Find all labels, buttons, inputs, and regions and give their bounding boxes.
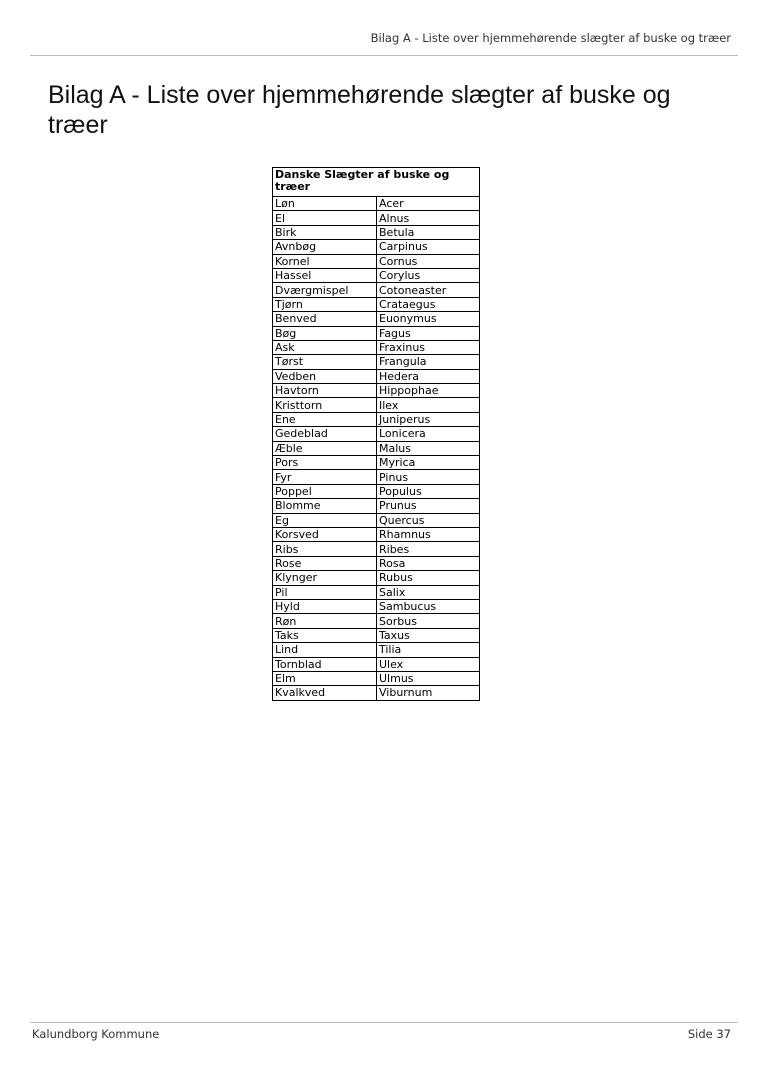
latin-name-cell: Sorbus xyxy=(377,614,480,628)
latin-name-cell: Fagus xyxy=(377,326,480,340)
danish-name-cell: Røn xyxy=(273,614,377,628)
danish-name-cell: Lind xyxy=(273,643,377,657)
danish-name-cell: El xyxy=(273,211,377,225)
table-row xyxy=(273,585,480,599)
latin-name-cell: Hedera xyxy=(377,369,480,383)
danish-name-cell: Tornblad xyxy=(273,657,377,671)
danish-name-cell: Havtorn xyxy=(273,384,377,398)
table-row xyxy=(273,283,480,297)
danish-name-cell: Bøg xyxy=(273,326,377,340)
genera-table xyxy=(272,167,480,701)
danish-name-cell: Ribs xyxy=(273,542,377,556)
latin-name-cell: Alnus xyxy=(377,211,480,225)
danish-name-cell: Eg xyxy=(273,513,377,527)
table-row xyxy=(273,599,480,613)
latin-name-cell: Prunus xyxy=(377,499,480,513)
latin-name-cell: Malus xyxy=(377,441,480,455)
danish-name-cell: Ask xyxy=(273,340,377,354)
table-row xyxy=(273,671,480,685)
table-body xyxy=(273,197,480,701)
table-header: Danske Slægter af buske og træer xyxy=(273,168,480,197)
latin-name-cell: Viburnum xyxy=(377,686,480,700)
latin-name-cell: Rhamnus xyxy=(377,527,480,541)
latin-name-cell: Lonicera xyxy=(377,427,480,441)
footer-page-number: Side 37 xyxy=(687,1027,731,1041)
danish-name-cell: Hassel xyxy=(273,268,377,282)
latin-name-cell: Acer xyxy=(377,197,480,211)
latin-name-cell: Carpinus xyxy=(377,240,480,254)
latin-name-cell: Cotoneaster xyxy=(377,283,480,297)
table-row xyxy=(273,312,480,326)
danish-name-cell: Benved xyxy=(273,312,377,326)
table-row xyxy=(273,427,480,441)
table-row xyxy=(273,197,480,211)
danish-name-cell: Kristtorn xyxy=(273,398,377,412)
latin-name-cell: Euonymus xyxy=(377,312,480,326)
danish-name-cell: Ene xyxy=(273,412,377,426)
latin-name-cell: Populus xyxy=(377,484,480,498)
latin-name-cell: Betula xyxy=(377,225,480,239)
danish-name-cell: Elm xyxy=(273,671,377,685)
danish-name-cell: Blomme xyxy=(273,499,377,513)
table-row xyxy=(273,470,480,484)
latin-name-cell: Frangula xyxy=(377,355,480,369)
latin-name-cell: Pinus xyxy=(377,470,480,484)
genera-table-container xyxy=(272,167,479,701)
danish-name-cell: Løn xyxy=(273,197,377,211)
latin-name-cell: Sambucus xyxy=(377,599,480,613)
table-row xyxy=(273,384,480,398)
running-header: Bilag A - Liste over hjemmehørende slægter af buske og træer xyxy=(370,31,731,45)
latin-name-cell: Ulex xyxy=(377,657,480,671)
latin-name-cell: Fraxinus xyxy=(377,340,480,354)
table-row xyxy=(273,542,480,556)
table-row xyxy=(273,240,480,254)
table-row xyxy=(273,614,480,628)
latin-name-cell: Crataegus xyxy=(377,297,480,311)
table-row xyxy=(273,499,480,513)
danish-name-cell: Gedeblad xyxy=(273,427,377,441)
table-row xyxy=(273,225,480,239)
danish-name-cell: Birk xyxy=(273,225,377,239)
latin-name-cell: Cornus xyxy=(377,254,480,268)
footer-divider xyxy=(30,1022,738,1023)
latin-name-cell: Ulmus xyxy=(377,671,480,685)
table-row xyxy=(273,686,480,700)
danish-name-cell: Æble xyxy=(273,441,377,455)
table-row xyxy=(273,326,480,340)
latin-name-cell: Hippophae xyxy=(377,384,480,398)
latin-name-cell: Taxus xyxy=(377,628,480,642)
danish-name-cell: Fyr xyxy=(273,470,377,484)
danish-name-cell: Hyld xyxy=(273,599,377,613)
latin-name-cell: Ribes xyxy=(377,542,480,556)
latin-name-cell: Rubus xyxy=(377,571,480,585)
danish-name-cell: Pil xyxy=(273,585,377,599)
danish-name-cell: Tørst xyxy=(273,355,377,369)
header-divider xyxy=(30,55,738,56)
table-row xyxy=(273,340,480,354)
danish-name-cell: Taks xyxy=(273,628,377,642)
table-row xyxy=(273,643,480,657)
danish-name-cell: Vedben xyxy=(273,369,377,383)
table-row xyxy=(273,398,480,412)
table-row xyxy=(273,441,480,455)
table-row xyxy=(273,412,480,426)
latin-name-cell: Juniperus xyxy=(377,412,480,426)
danish-name-cell: Pors xyxy=(273,456,377,470)
danish-name-cell: Kornel xyxy=(273,254,377,268)
latin-name-cell: Ilex xyxy=(377,398,480,412)
table-row xyxy=(273,369,480,383)
table-row xyxy=(273,571,480,585)
page-title: Bilag A - Liste over hjemmehørende slægter af buske og træer xyxy=(48,81,671,139)
table-row xyxy=(273,268,480,282)
latin-name-cell: Quercus xyxy=(377,513,480,527)
danish-name-cell: Dværgmispel xyxy=(273,283,377,297)
table-row xyxy=(273,355,480,369)
latin-name-cell: Corylus xyxy=(377,268,480,282)
table-row xyxy=(273,527,480,541)
danish-name-cell: Klynger xyxy=(273,571,377,585)
latin-name-cell: Rosa xyxy=(377,556,480,570)
latin-name-cell: Salix xyxy=(377,585,480,599)
table-row xyxy=(273,456,480,470)
table-header-row xyxy=(273,168,480,197)
danish-name-cell: Poppel xyxy=(273,484,377,498)
table-row xyxy=(273,297,480,311)
danish-name-cell: Tjørn xyxy=(273,297,377,311)
table-row xyxy=(273,484,480,498)
table-row xyxy=(273,254,480,268)
danish-name-cell: Rose xyxy=(273,556,377,570)
danish-name-cell: Korsved xyxy=(273,527,377,541)
table-row xyxy=(273,211,480,225)
table-row xyxy=(273,556,480,570)
danish-name-cell: Avnbøg xyxy=(273,240,377,254)
table-row xyxy=(273,513,480,527)
latin-name-cell: Tilia xyxy=(377,643,480,657)
latin-name-cell: Myrica xyxy=(377,456,480,470)
table-row xyxy=(273,657,480,671)
footer-organization: Kalundborg Kommune xyxy=(32,1027,160,1041)
table-row xyxy=(273,628,480,642)
danish-name-cell: Kvalkved xyxy=(273,686,377,700)
